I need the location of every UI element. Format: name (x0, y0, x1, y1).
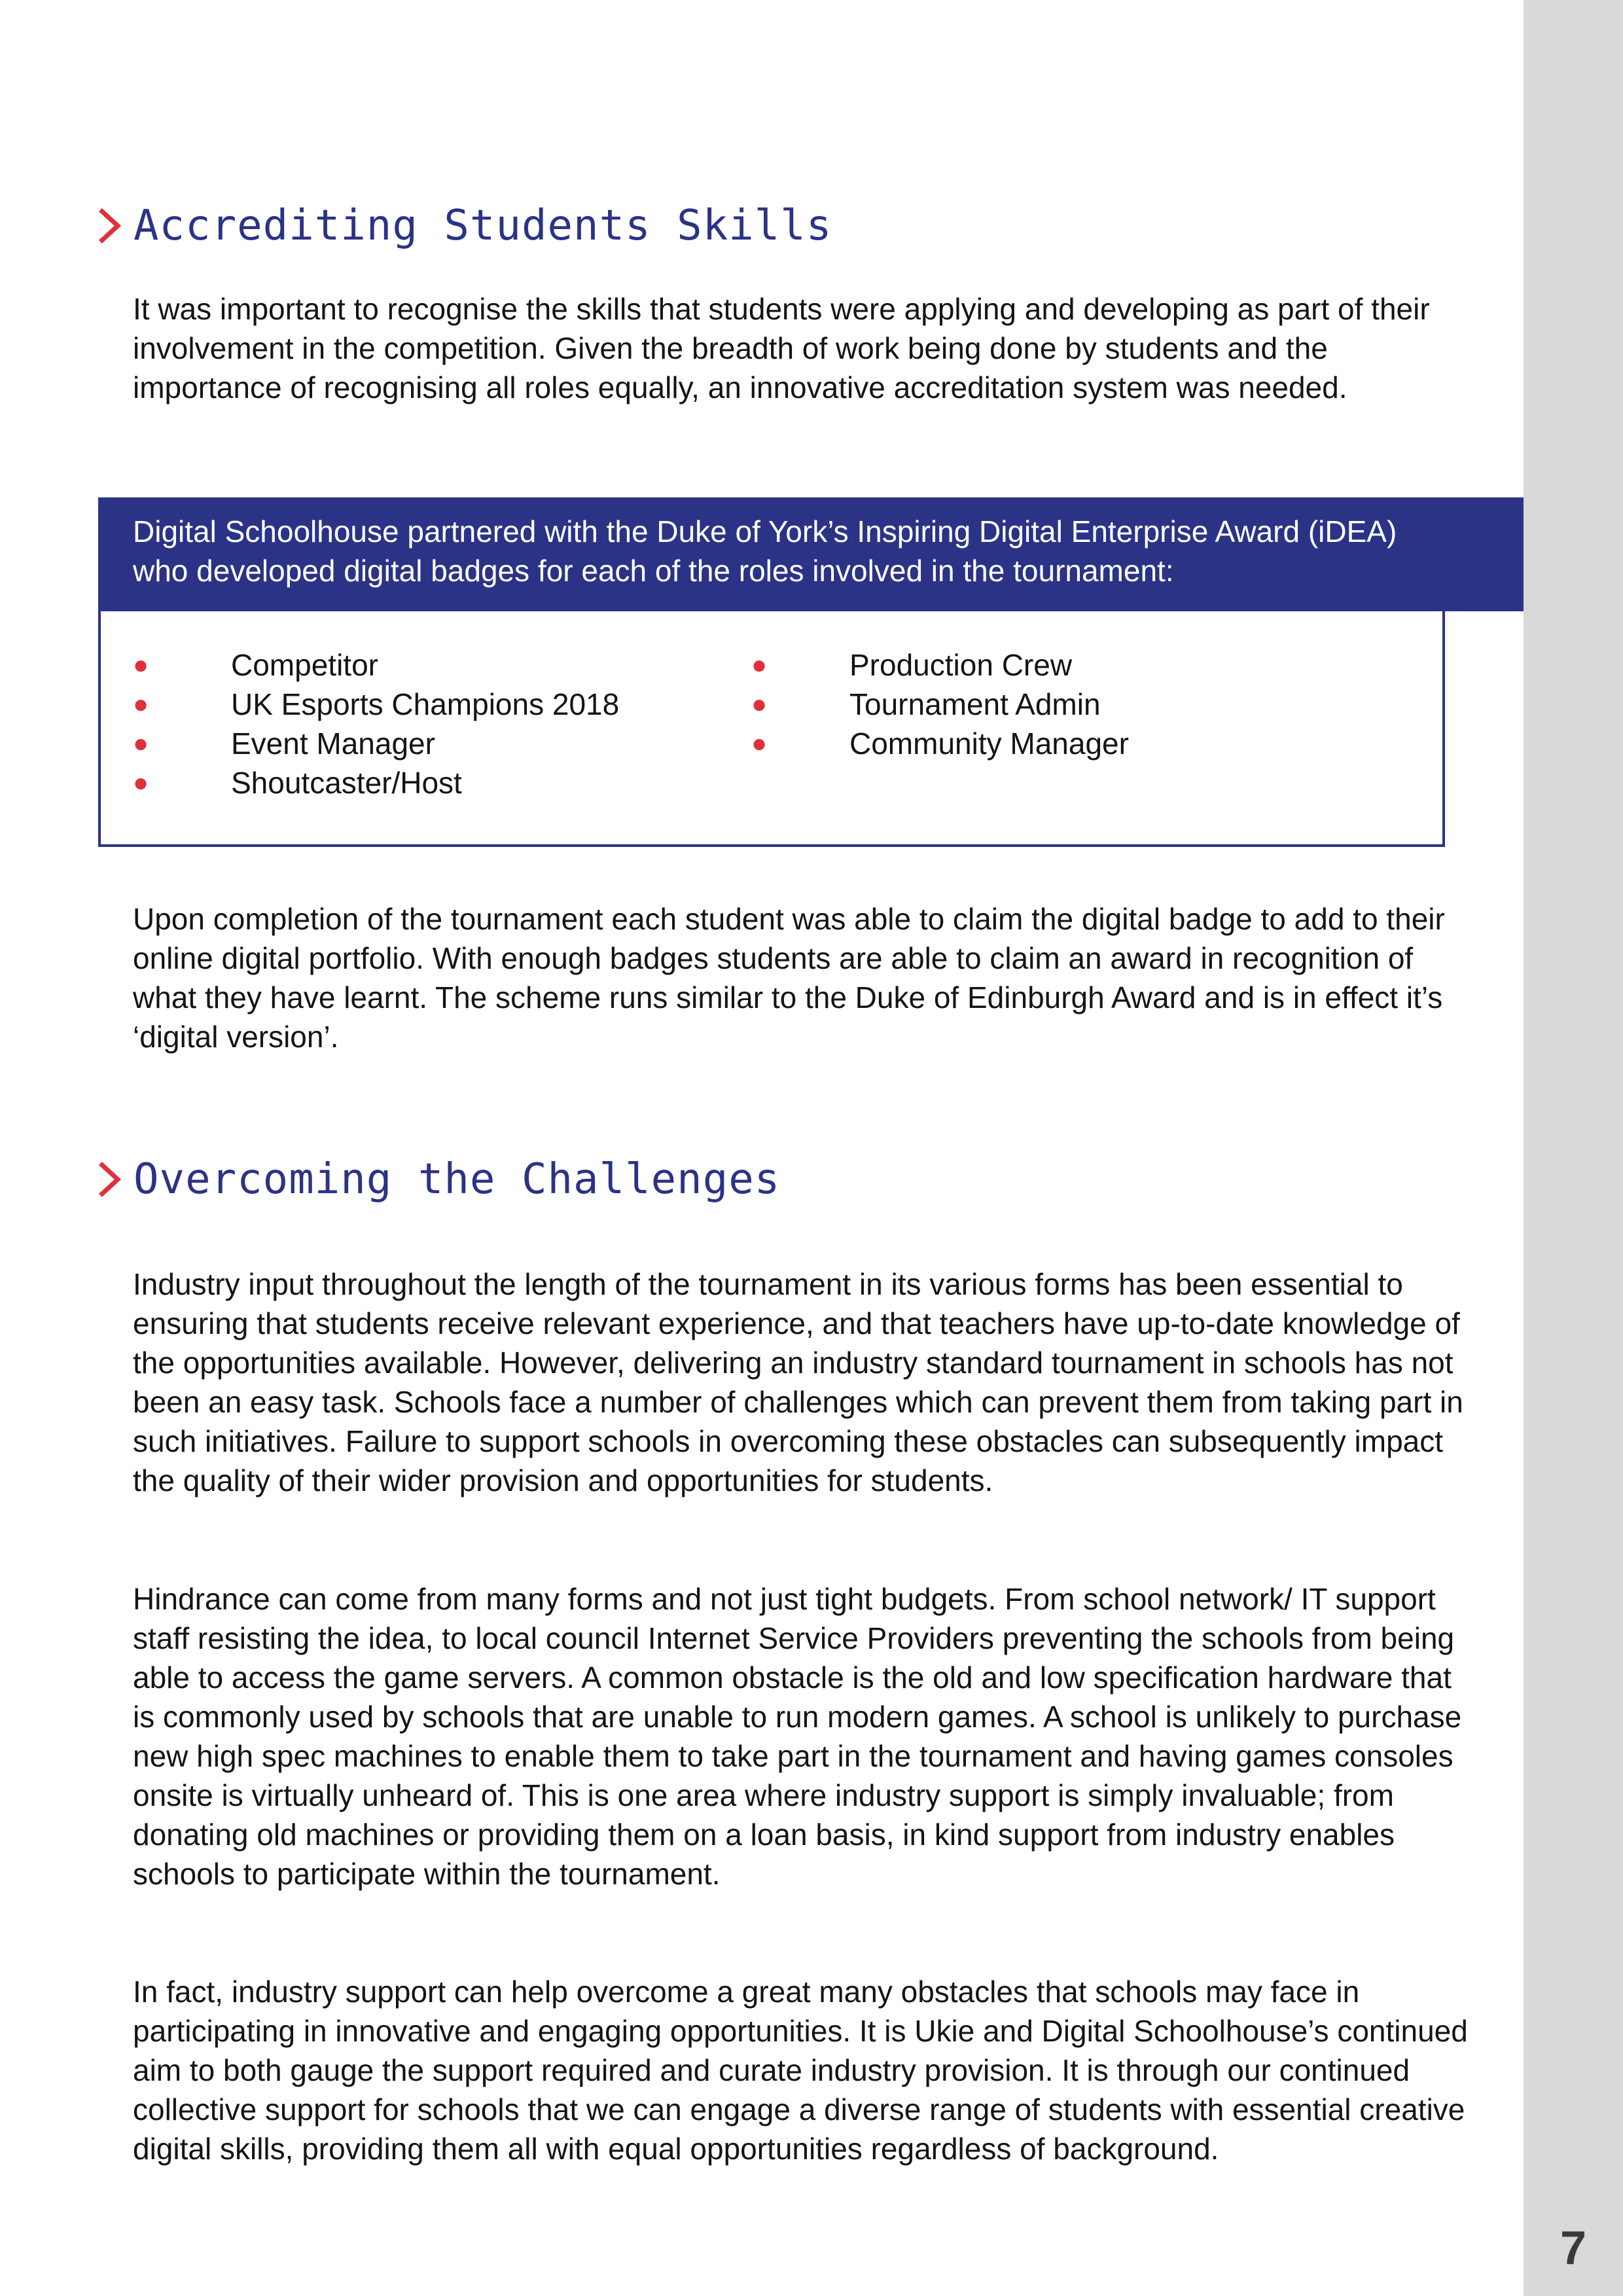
list-item: ● Tournament Admin (751, 685, 1129, 724)
section-heading-accrediting (97, 196, 832, 255)
heading-text: Accrediting Students Skills (134, 202, 832, 250)
bullet-icon: ● (133, 690, 149, 719)
page-number: 7 (1560, 2222, 1587, 2274)
section-heading-challenges (97, 1150, 780, 1209)
bullet-icon: ● (133, 651, 149, 679)
bullet-icon: ● (751, 729, 768, 758)
bullet-icon: ● (133, 768, 149, 797)
page-sidebar (1524, 0, 1623, 2296)
bullet-icon: ● (751, 690, 768, 719)
challenges-paragraph-1: Industry input throughout the length of the tournament in its various forms has been essential to ensuring that students receive relevant experience, and that teachers have up-to-date knowledge of the opportunities available. However, delivering an industry standard tournament in schools has not been an easy task. Schools face a number of challenges which can prevent them from taking part in such initiatives. Failure to support schools in overcoming these obstacles can subsequently impact the quality of their wider provision and opportunities for students. (133, 1267, 1463, 1498)
challenges-paragraph-2: Hindrance can come from many forms and not just tight budgets. From school network/ IT support staff resisting the idea, to local council Internet Service Providers preventing the schools from being able to access the game servers. A common obstacle is the old and low specification hardware that is commonly used by schools that are unable to run modern games. A school is unlikely to purchase new high spec machines to enable them to take part in the tournament and having games consoles onsite is virtually unheard of. This is one area where industry support is simply invaluable; from donating old machines or providing them on a loan basis, in kind support from industry enables schools to participate within the tournament. (133, 1582, 1462, 1891)
bullet-icon: ● (751, 651, 768, 679)
idea-banner (98, 497, 1524, 611)
list-item: ● Event Manager (133, 724, 619, 763)
list-item: ● Community Manager (751, 724, 1129, 763)
banner-text: Digital Schoolhouse partnered with the Duke of York’s Inspiring Digital Enterprise Award (iDEA) who developed digital badges for each of the roles involved in the tournament: (133, 514, 1397, 588)
list-item: ● Shoutcaster/Host (133, 763, 619, 802)
bullet-icon: ● (133, 729, 149, 758)
list-item: ● Competitor (133, 645, 619, 685)
roles-list-right (751, 645, 1129, 763)
roles-list-left (133, 645, 619, 802)
list-item: ● UK Esports Champions 2018 (133, 685, 619, 724)
heading-text: Overcoming the Challenges (134, 1155, 781, 1204)
closing-paragraph: Upon completion of the tournament each student was able to claim the digital badge to add to their online digital portfolio. With enough badges students are able to claim an award in recognition of what they have learnt. The scheme runs similar to the Duke of Edinburgh Award and is in effect it’s ‘digital version’. (133, 902, 1445, 1054)
challenges-paragraph-3: In fact, industry support can help overcome a great many obstacles that schools may face in participating in innovative and engaging opportunities. It is Ukie and Digital Schoolhouse’s continued aim to both gauge the support required and curate industry provision. It is through our continued collective support for schools that we can engage a diverse range of students with essential creative digital skills, providing them all with equal opportunities regardless of background. (133, 1975, 1468, 2166)
intro-paragraph: It was important to recognise the skills that students were applying and developing as part of their involvement in the competition. Given the breadth of work being done by students and the importance of recognising all roles equally, an innovative accreditation system was needed. (133, 292, 1430, 404)
chevron-right-icon (97, 207, 123, 244)
list-item: ● Production Crew (751, 645, 1129, 685)
chevron-right-icon (97, 1161, 123, 1198)
